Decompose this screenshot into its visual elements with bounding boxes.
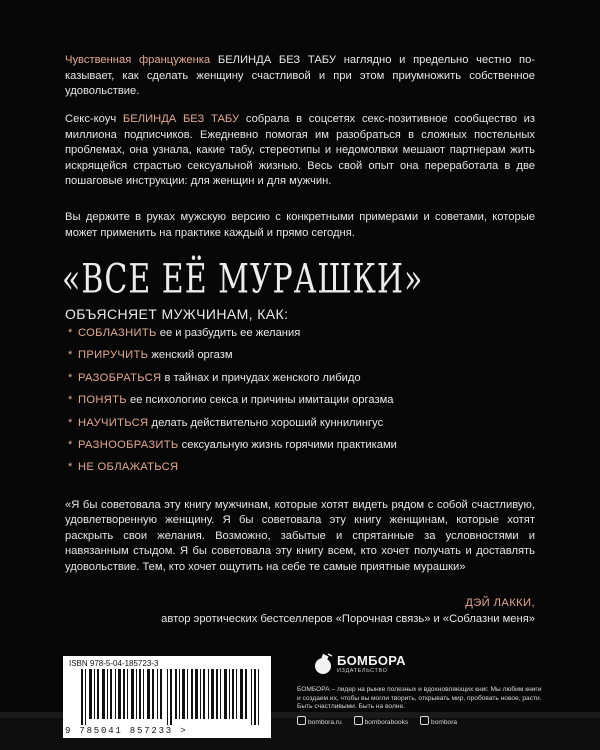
list-verb: СОБЛАЗНИТЬ [78,327,157,339]
intro-paragraph-2 [65,112,535,190]
intro-text: Секс-коуч [65,113,117,125]
intro-text: наглядно и предельно честно по- [343,54,536,66]
brand-name: БЕЛИНДА БЕЗ ТАБУ [122,113,240,125]
star-icon: * [68,461,73,474]
intro-text: собрала в соцсетях секс-позитивное сообщество из миллиона подписчиков. Ежедневно помогая им разобраться в сложных постельных проблемах, она узнала, какие табу, стереотипы и недомолвки мешают партнерам жить искрящейся страстью сексуальной жизнью. Весь свой опыт она переработала в две пошаговые инструкции: для женщин и для мужчин. [65,113,536,188]
star-icon: * [68,349,73,362]
telegram-icon [420,716,429,725]
vk-link[interactable] [354,719,409,726]
bombora-logo-icon [313,653,335,675]
list-item [68,371,538,393]
list-verb: РАЗНООБРАЗИТЬ [78,438,179,451]
list-text: женский оргазм [148,349,233,362]
book-title: «ВСЕ ЕЁ МУРАШКИ» [62,256,424,304]
list-item [68,393,538,415]
list-item [68,460,538,482]
list-text: сексуальную жизнь горячими практиками [178,438,397,451]
intro-text: казывает, как сделать женщину счастливой и при этом приумножить собственное [65,69,535,82]
vk-text: bomborabooks [364,719,409,726]
list-verb: НАУЧИТЬСЯ [78,416,149,429]
publisher-subtitle: ИЗДАТЕЛЬСТВО [337,668,388,674]
brand-name: БЕЛИНДА БЕЗ ТАБУ [217,54,336,66]
list-item [68,438,538,460]
website-link[interactable] [297,719,342,726]
star-icon: * [68,371,73,384]
list-text: в тайнах и причудах женского либидо [161,371,361,384]
benefit-list [68,326,538,483]
intro-paragraph-1 [65,53,535,100]
review-author-credit: автор эротических бестселлеров «Порочная связь» и «Соблазни меня» [161,613,535,625]
publisher-name: БОМБОРА [337,653,406,668]
isbn-number: ISBN 978-5-04-185723-3 [69,659,159,668]
list-heading: ОБЪЯСНЯЕТ МУЖЧИНАМ, КАК: [65,306,289,322]
globe-icon [297,716,306,725]
intro-text: удовольствие. [65,85,140,98]
list-text: делать действительно хороший куннилингус [148,416,384,429]
barcode-icon [81,669,261,725]
barcode-block [63,656,271,738]
list-item [68,326,538,348]
list-verb: ПОНЯТЬ [78,394,127,407]
star-icon: * [68,394,73,407]
publisher-socials [297,716,467,726]
star-icon: * [68,416,73,429]
review-author: ДЭЙ ЛАККИ, [465,597,535,609]
intro-accent: Чувственная француженка [65,54,211,66]
website-text: bombora.ru [308,719,342,726]
list-text: ее и разбудить ее желания [156,327,301,339]
star-icon: * [68,438,73,451]
list-verb: ПРИРУЧИТЬ [78,349,149,362]
star-icon: * [68,327,73,339]
list-text: ее психологию секса и причины имитации оргазма [126,394,394,407]
list-item [68,416,538,438]
list-item [68,348,538,370]
intro-paragraph-3: Вы держите в руках мужскую версию с конкретными примерами и советами, которые может применить на практике каждый и прямо сегодня. [65,211,535,239]
barcode-digits: 9 785041 857233 > [65,726,188,736]
vk-icon [354,716,363,725]
review-quote: «Я бы советовала эту книгу мужчинам, которые хотят видеть рядом с собой счастливую, удовлетворенную женщину. Я бы советовала эту книгу женщинам, которые хотят раскрыть свои желания. Возможно, забытые и спрятанные за условностями и навязанным стыдом. Я бы советовала эту книгу всем, кто хочет получать и доставлять удовольствие. Тем, кто хочет ощутить на себе те самые приятные мурашки» [65,499,535,573]
telegram-link[interactable] [420,719,457,726]
list-verb: НЕ ОБЛАЖАТЬСЯ [78,461,179,474]
publisher-description: БОМБОРА – лидер на рынке полезных и вдохновляющих книг. Мы любим книги и создаем их, чтобы вы могли творить, открывать мир, пробовать новое, расти. Быть счастливыми. Быть на волне. [297,686,542,711]
telegram-text: bombora [431,719,458,726]
list-verb: РАЗОБРАТЬСЯ [78,371,162,384]
